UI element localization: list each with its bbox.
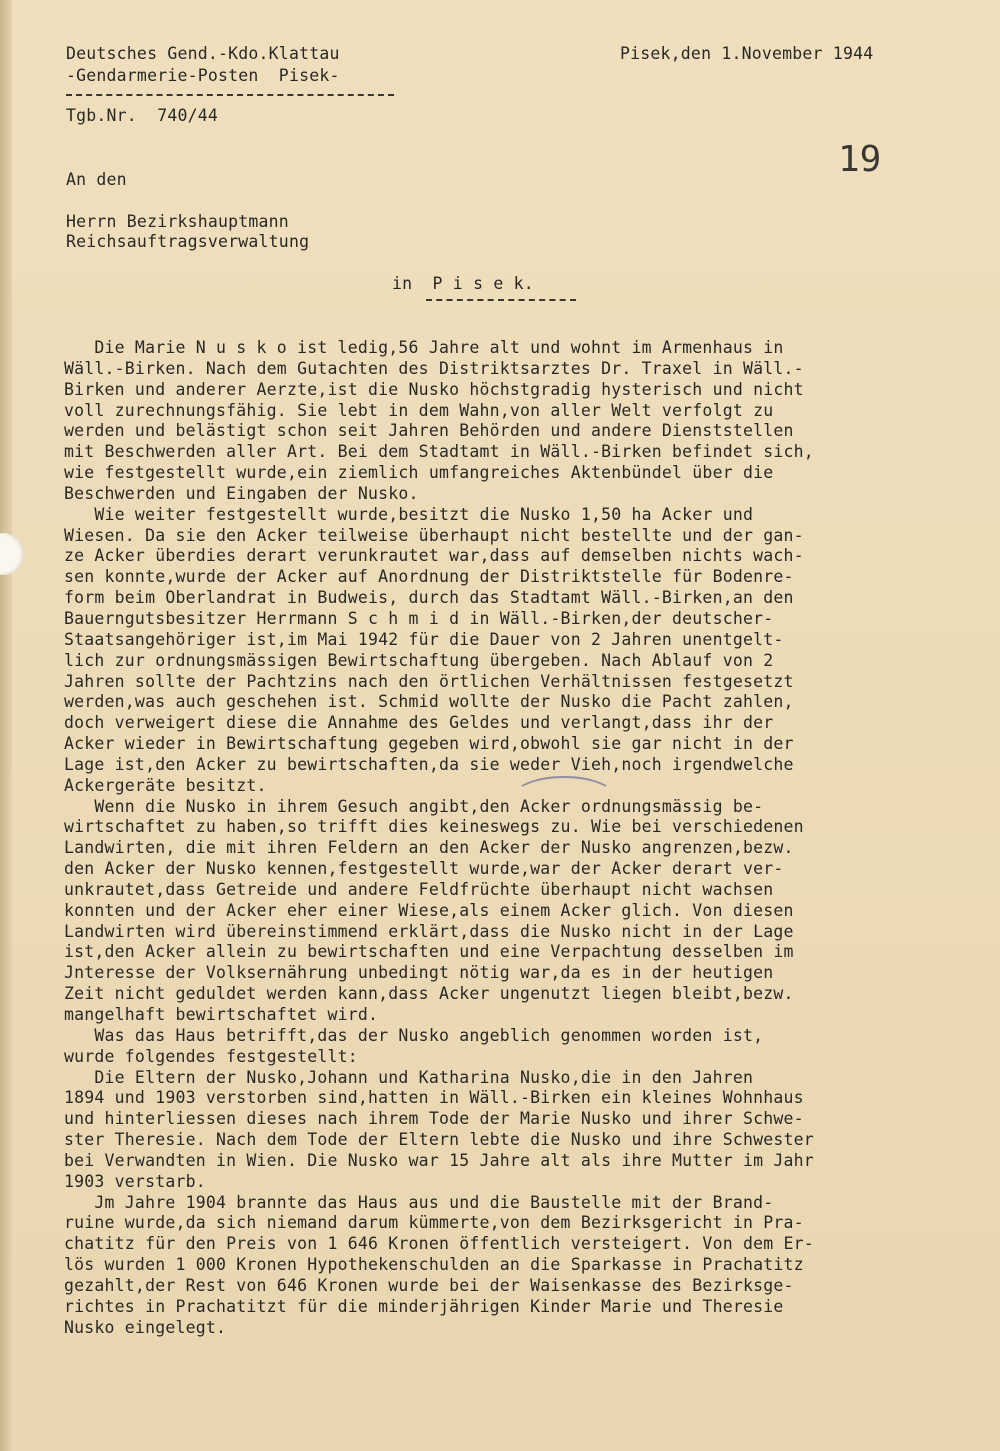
body-line: chatitz für den Preis von 1 646 Kronen öffentlich versteigert. Von dem Er-	[64, 1234, 814, 1254]
body-line: ist,den Acker allein zu bewirtschaften und eine Verpachtung desselben im	[64, 942, 794, 962]
body-line: Beschwerden und Eingaben der Nusko.	[64, 483, 419, 503]
body-line: und hinterliessen dieses nach ihrem Tode der Marie Nusko und ihrer Schwe-	[64, 1109, 804, 1129]
body-line: konnten und der Acker eher einer Wiese,als einem Acker glich. Von diesen	[64, 900, 794, 920]
body-line: ster Theresie. Nach dem Tode der Eltern lebte die Nusko und ihre Schwester	[64, 1130, 814, 1150]
body-line: ruine wurde,da sich niemand darum kümmerte,von dem Bezirksgericht in Pra-	[64, 1213, 804, 1233]
location-underline	[426, 299, 576, 301]
body-line: sen konnte,wurde der Acker auf Anordnung der Distriktstelle für Bodenre-	[64, 567, 794, 587]
body-line: mangelhaft bewirtschaftet wird.	[64, 1005, 379, 1024]
punch-hole	[0, 533, 24, 575]
body-line: lich zur ordnungsmässigen Bewirtschaftung übergeben. Nach Ablauf von 2	[64, 650, 774, 670]
body-line: lös wurden 1 000 Kronen Hypothekenschulden an die Sparkasse in Prachatitz	[64, 1255, 804, 1275]
body-line: Bauerngutsbesitzer Herrmann S c h m i d in Wäll.-Birken,der deutscher-	[64, 608, 774, 628]
body-line: wirtschaftet zu haben,so trifft dies keineswegs zu. Wie bei verschiedenen	[64, 817, 804, 837]
reference-number: Tgb.Nr. 740/44	[66, 106, 219, 125]
body-line: Jm Jahre 1904 brannte das Haus aus und die Baustelle mit der Brand-	[64, 1192, 774, 1212]
body-line: 1903 verstarb.	[64, 1171, 206, 1191]
body-line: Wenn die Nusko in ihrem Gesuch angibt,den Acker ordnungsmässig be-	[64, 796, 764, 816]
body-line: Landwirten, die mit ihren Feldern an den Acker der Nusko angrenzen,bezw.	[64, 838, 794, 858]
recipient-office: Reichsauftragsverwaltung	[66, 232, 310, 251]
body-line: Ackergeräte besitzt.	[64, 775, 267, 795]
body-line: voll zurechnungsfähig. Sie lebt in dem Wahn,von aller Welt verfolgt zu	[64, 400, 774, 420]
body-line: gezahlt,der Rest von 646 Kronen wurde bei der Waisenkasse des Bezirksge-	[64, 1275, 794, 1295]
body-line: unkrautet,dass Getreide und andere Feldfrüchte überhaupt nicht wachsen	[64, 879, 774, 899]
body-line: mit Beschwerden aller Art. Bei dem Stadtamt in Wäll.-Birken befindet sich,	[64, 442, 814, 462]
body-line: Wiesen. Da sie den Acker teilweise überhaupt nicht bestellte und der gan-	[64, 525, 804, 545]
sender-line-2: -Gendarmerie-Posten Pisek-	[66, 66, 340, 85]
body-line: Birken und anderer Aerzte,ist die Nusko höchstgradig hysterisch und nicht	[64, 379, 804, 399]
body-line: werden,was auch geschehen ist. Schmid wollte der Nusko die Pacht zahlen,	[64, 692, 794, 712]
paper-edge	[0, 0, 12, 1451]
body-line: Was das Haus betrifft,das der Nusko angeblich genommen worden ist,	[64, 1025, 764, 1045]
body-line: wie festgestellt wurde,ein ziemlich umfangreiches Aktenbündel über die	[64, 463, 774, 483]
body-line: Staatsangehöriger ist,im Mai 1942 für die Dauer von 2 Jahren unentgelt-	[64, 629, 784, 649]
body-line: den Acker der Nusko kennen,festgestellt wurde,war der Acker derart ver-	[64, 859, 784, 879]
stamp-mark	[512, 776, 616, 820]
body-line: bei Verwandten in Wien. Die Nusko war 15 Jahre alt als ihre Mutter im Jahr	[64, 1150, 814, 1170]
body-line: Acker wieder in Bewirtschaftung gegeben wird,obwohl sie gar nicht in der	[64, 734, 794, 754]
body-line: Landwirten wird übereinstimmend erklärt,dass die Nusko nicht in der Lage	[64, 921, 794, 941]
salutation: An den	[66, 170, 127, 189]
recipient-location: in P i s e k.	[392, 274, 534, 293]
body-line: Jnteresse der Volksernährung unbedingt nötig war,da es in der heutigen	[64, 963, 774, 983]
body-line: form beim Oberlandrat in Budweis, durch das Stadtamt Wäll.-Birken,an den	[64, 588, 794, 608]
body-line: doch verweigert diese die Annahme des Geldes und verlangt,dass ihr der	[64, 713, 774, 733]
body-line: Wäll.-Birken. Nach dem Gutachten des Distriktsarztes Dr. Traxel in Wäll.-	[64, 358, 804, 378]
body-line: Die Eltern der Nusko,Johann und Katharina Nusko,die in den Jahren	[64, 1067, 754, 1087]
body-line: werden und belästigt schon seit Jahren Behörden und andere Dienststellen	[64, 421, 794, 441]
body-line: Jahren sollte der Pachtzins nach den örtlichen Verhältnissen festgesetzt	[64, 671, 794, 691]
body-line: Zeit nicht geduldet werden kann,dass Acker ungenutzt liegen bleibt,bezw.	[64, 984, 794, 1004]
place-date: Pisek,den 1.November 1944	[620, 44, 874, 63]
body-line: Wie weiter festgestellt wurde,besitzt die Nusko 1,50 ha Acker und	[64, 504, 754, 524]
body-line: wurde folgendes festgestellt:	[64, 1046, 358, 1066]
page-number: 19	[838, 139, 882, 180]
body-line: Die Marie N u s k o ist ledig,56 Jahre alt und wohnt im Armenhaus in	[64, 338, 784, 357]
body-line: richtes in Prachatitzt für die minderjährigen Kinder Marie und Theresie	[64, 1296, 784, 1316]
body-line: 1894 und 1903 verstorben sind,hatten in Wäll.-Birken ein kleines Wohnhaus	[64, 1088, 804, 1108]
body-line: Nusko eingelegt.	[64, 1317, 227, 1337]
body-line: Lage ist,den Acker zu bewirtschaften,da sie weder Vieh,noch irgendwelche	[64, 754, 794, 774]
sender-line-1: Deutsches Gend.-Kdo.Klattau	[66, 44, 340, 63]
letter-body	[64, 338, 974, 1339]
header-rule	[66, 94, 394, 96]
body-line: ze Acker überdies derart verunkrautet war,dass auf demselben nichts wach-	[64, 546, 804, 566]
recipient-title: Herrn Bezirkshauptmann	[66, 212, 289, 231]
